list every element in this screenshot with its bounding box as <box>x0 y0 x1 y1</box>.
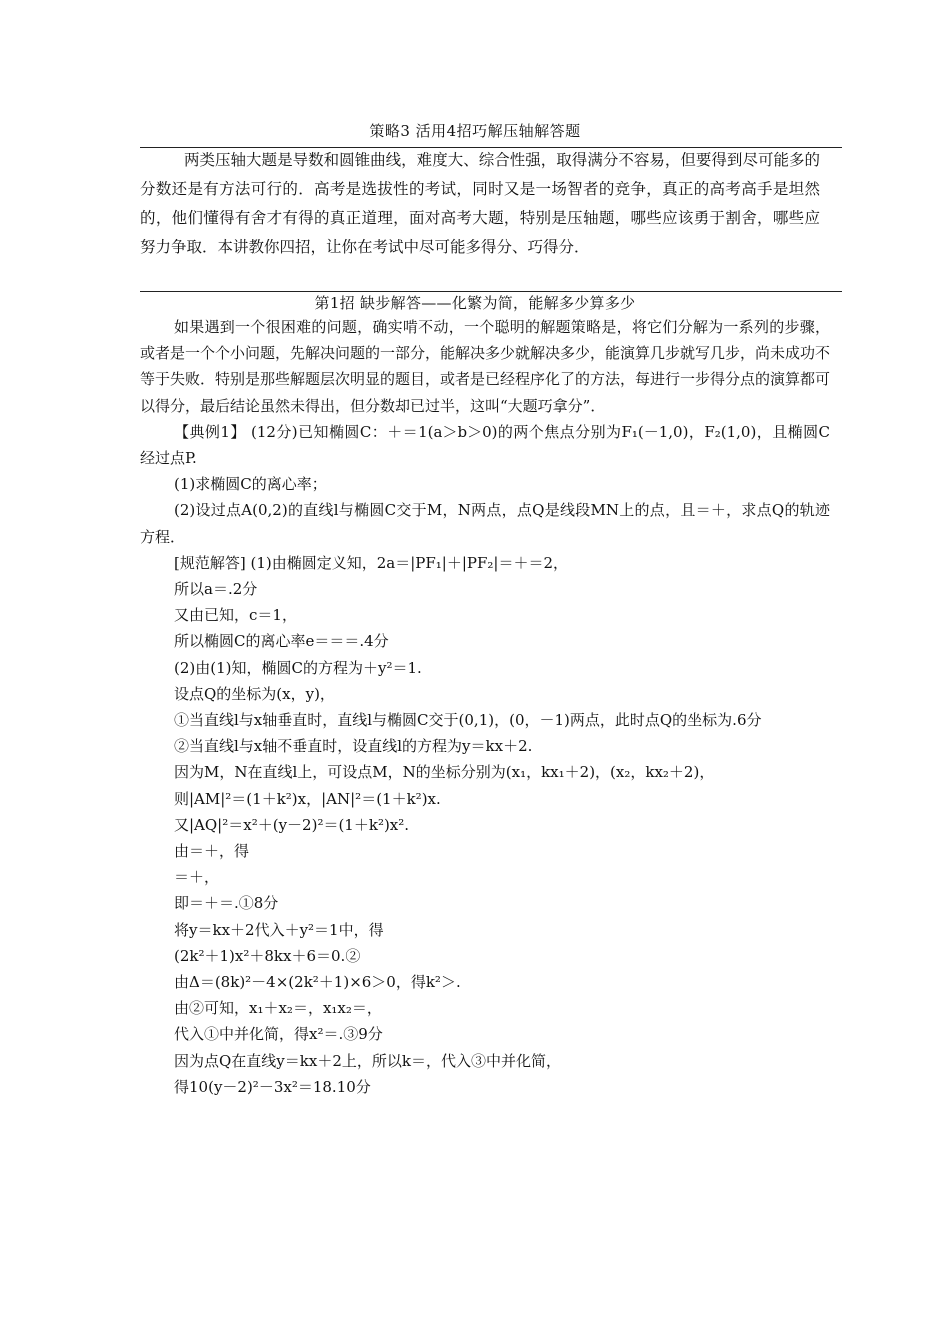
solution-line: 所以a＝.2分 <box>174 580 258 599</box>
example-statement: 【典例1】 (12分)已知椭圆C：＋＝1(a＞b＞0)的两个焦点分别为F₁(－1,0)，F₂(1,0)，且椭圆C经过点P. <box>140 422 830 468</box>
question-2: (2)设过点A(0,2)的直线l与椭圆C交于M，N两点，点Q是线段MN上的点，且＝＋，求点Q的轨迹方程． <box>140 501 830 546</box>
solution-line: 将y＝kx＋2代入＋y²＝1中，得 <box>174 920 384 939</box>
solution-line: 又|AQ|²＝x²＋(y－2)²＝(1＋k²)x². <box>174 815 410 834</box>
solution-line: ＝＋， <box>174 868 220 887</box>
solution-line: 因为M，N在直线l上，可设点M，N的坐标分别为(x₁，kx₁＋2)，(x₂，kx₂＋2)， <box>174 763 715 782</box>
solution-line: (2k²＋1)x²＋8kx＋6＝0.② <box>174 946 361 965</box>
solution-line: 因为点Q在直线y＝kx＋2上，所以k＝，代入③中并化简， <box>174 1051 561 1070</box>
solution-line: 所以椭圆C的离心率e＝＝＝.4分 <box>174 632 389 651</box>
intro-paragraph: 两类压轴大题是导数和圆锥曲线，难度大、综合性强，取得满分不容易，但要得到尽可能多的分数还是有方法可行的．高考是选拔性的考试，同时又是一场智者的竞争，真正的高考高手是坦然的，他们懂得有舍才有得的真正道理，面对高考大题，特别是压轴题，哪些应该勇于割舍，哪些应努力争取．本讲教你四招，让你在考试中尽可能多得分、巧得分． <box>140 151 820 256</box>
solution-line: [规范解答] (1)由椭圆定义知，2a＝|PF₁|＋|PF₂|＝＋＝2， <box>174 553 568 572</box>
solution-line: 由②可知，x₁＋x₂＝，x₁x₂＝， <box>174 999 382 1018</box>
solution-line: ①当直线l与x轴垂直时，直线l与椭圆C交于(0,1)，(0，－1)两点，此时点Q的坐标为.6分 <box>174 711 762 730</box>
solution-line: 由Δ＝(8k)²－4×(2k²＋1)×6＞0，得k²＞. <box>174 973 461 992</box>
solution-line: 即＝＋＝.①8分 <box>174 894 279 913</box>
solution-line: 设点Q的坐标为(x，y)， <box>174 684 335 703</box>
question-1: (1)求椭圆C的离心率； <box>174 475 327 494</box>
section-title: 第1招 缺步解答——化繁为简，能解多少算多少 <box>314 294 636 312</box>
section-body <box>140 314 830 1100</box>
solution-line: 由＝＋，得 <box>174 842 250 861</box>
section-paragraph: 如果遇到一个很困难的问题，确实啃不动，一个聪明的解题策略是，将它们分解为一系列的步骤，或者是一个个小问题，先解决问题的一部分，能解决多少就解决多少，能演算几步就写几步，尚未成功不等于失败．特别是那些解题层次明显的题目，或者是已经程序化了的方法，每进行一步得分点的演算都可以得分，最后结论虽然未得出，但分数却已过半，这叫“大题巧拿分”． <box>140 318 831 415</box>
solution-line: 代入①中并化简，得x²＝.③9分 <box>174 1025 383 1044</box>
page-title: 策略3 活用4招巧解压轴解答题 <box>369 122 581 140</box>
solution-line: 又由已知，c＝1， <box>174 606 297 625</box>
intro-block <box>140 146 820 262</box>
solution-line: ②当直线l与x轴不垂直时，设直线l的方程为y＝kx＋2. <box>174 737 533 756</box>
solution-line: (2)由(1)知，椭圆C的方程为＋y²＝1. <box>174 658 422 677</box>
solution-line: 则|AM|²＝(1＋k²)x，|AN|²＝(1＋k²)x. <box>174 789 441 808</box>
solution-line: 得10(y－2)²－3x²＝18.10分 <box>174 1077 371 1096</box>
